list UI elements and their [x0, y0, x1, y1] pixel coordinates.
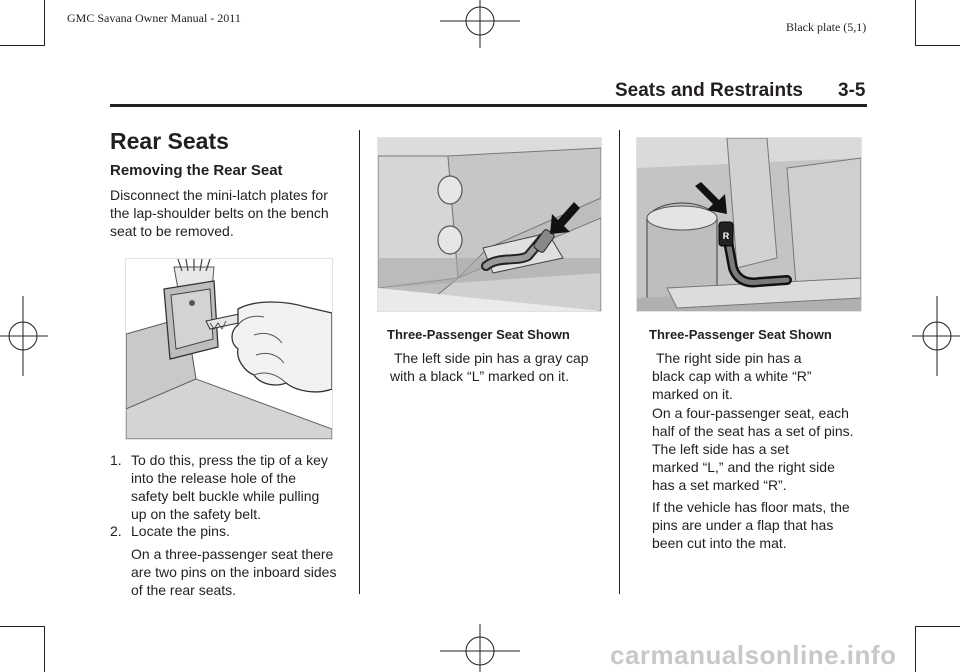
- text-line: Locate the pins.: [131, 523, 230, 539]
- text-line: half of the seat has a set of pins.: [652, 423, 854, 439]
- text-line: safety belt buckle while pulling: [131, 488, 320, 504]
- floor-mat-paragraph: [652, 498, 850, 552]
- left-pin-illustration: [377, 137, 602, 312]
- plate-label: Black plate (5,1): [786, 20, 867, 34]
- page-number: 3-5: [838, 80, 866, 101]
- text-line: black cap with a white “R”: [652, 368, 812, 384]
- text-line: marked “L,” and the right side: [652, 459, 835, 475]
- text-line: been cut into the mat.: [652, 535, 787, 551]
- registration-mark-left: [0, 296, 50, 376]
- four-passenger-paragraph: [652, 404, 854, 494]
- text-line: Disconnect the mini-latch plates for: [110, 187, 328, 203]
- step-number: 2.: [110, 523, 122, 539]
- text-line: On a four-passenger seat, each: [652, 405, 849, 421]
- manual-title: GMC Savana Owner Manual - 2011: [67, 11, 241, 25]
- page-heading: Rear Seats: [110, 128, 229, 154]
- text-line: has a set marked “R”.: [652, 477, 787, 493]
- header-rule: [110, 104, 867, 107]
- step-2-detail: [131, 545, 336, 599]
- watermark: carmanualsonline.info: [610, 640, 897, 670]
- right-pin-illustration: [636, 137, 862, 312]
- column-divider-1: [359, 130, 360, 594]
- step-2: [110, 522, 350, 542]
- text-line: of the rear seats.: [131, 582, 237, 598]
- text-line: If the vehicle has floor mats, the: [652, 499, 850, 515]
- text-line: pins are under a flap that has: [652, 517, 834, 533]
- step-1: [110, 451, 350, 527]
- left-pin-description: [390, 349, 589, 385]
- text-line: The left side has a set: [652, 441, 789, 457]
- text-line: The left side pin has a gray cap: [394, 350, 589, 366]
- right-pin-description: [652, 349, 812, 403]
- buckle-key-illustration: [125, 258, 333, 440]
- text-line: up on the safety belt.: [131, 506, 261, 522]
- right-figure-caption: Three-Passenger Seat Shown: [649, 327, 832, 342]
- svg-text:R: R: [722, 231, 730, 241]
- registration-mark-right: [910, 296, 960, 376]
- intro-paragraph: [110, 186, 329, 240]
- text-line: are two pins on the inboard sides: [131, 564, 337, 580]
- text-line: On a three-passenger seat there: [131, 546, 334, 562]
- column-divider-2: [619, 130, 620, 594]
- section-title: Seats and Restraints: [615, 80, 803, 101]
- left-figure-caption: Three-Passenger Seat Shown: [387, 327, 570, 342]
- text-line: into the release hole of the: [131, 470, 297, 486]
- text-line: seat to be removed.: [110, 223, 234, 239]
- text-line: To do this, press the tip of a key: [131, 452, 328, 468]
- text-line: The right side pin has a: [656, 350, 802, 366]
- text-line: with a black “L” marked on it.: [390, 368, 569, 384]
- text-line: the lap-shoulder belts on the bench: [110, 205, 329, 221]
- subheading: Removing the Rear Seat: [110, 162, 283, 179]
- registration-mark-bottom: [440, 624, 520, 672]
- registration-mark-top: [440, 0, 520, 50]
- step-number: 1.: [110, 452, 122, 468]
- text-line: marked on it.: [652, 386, 733, 402]
